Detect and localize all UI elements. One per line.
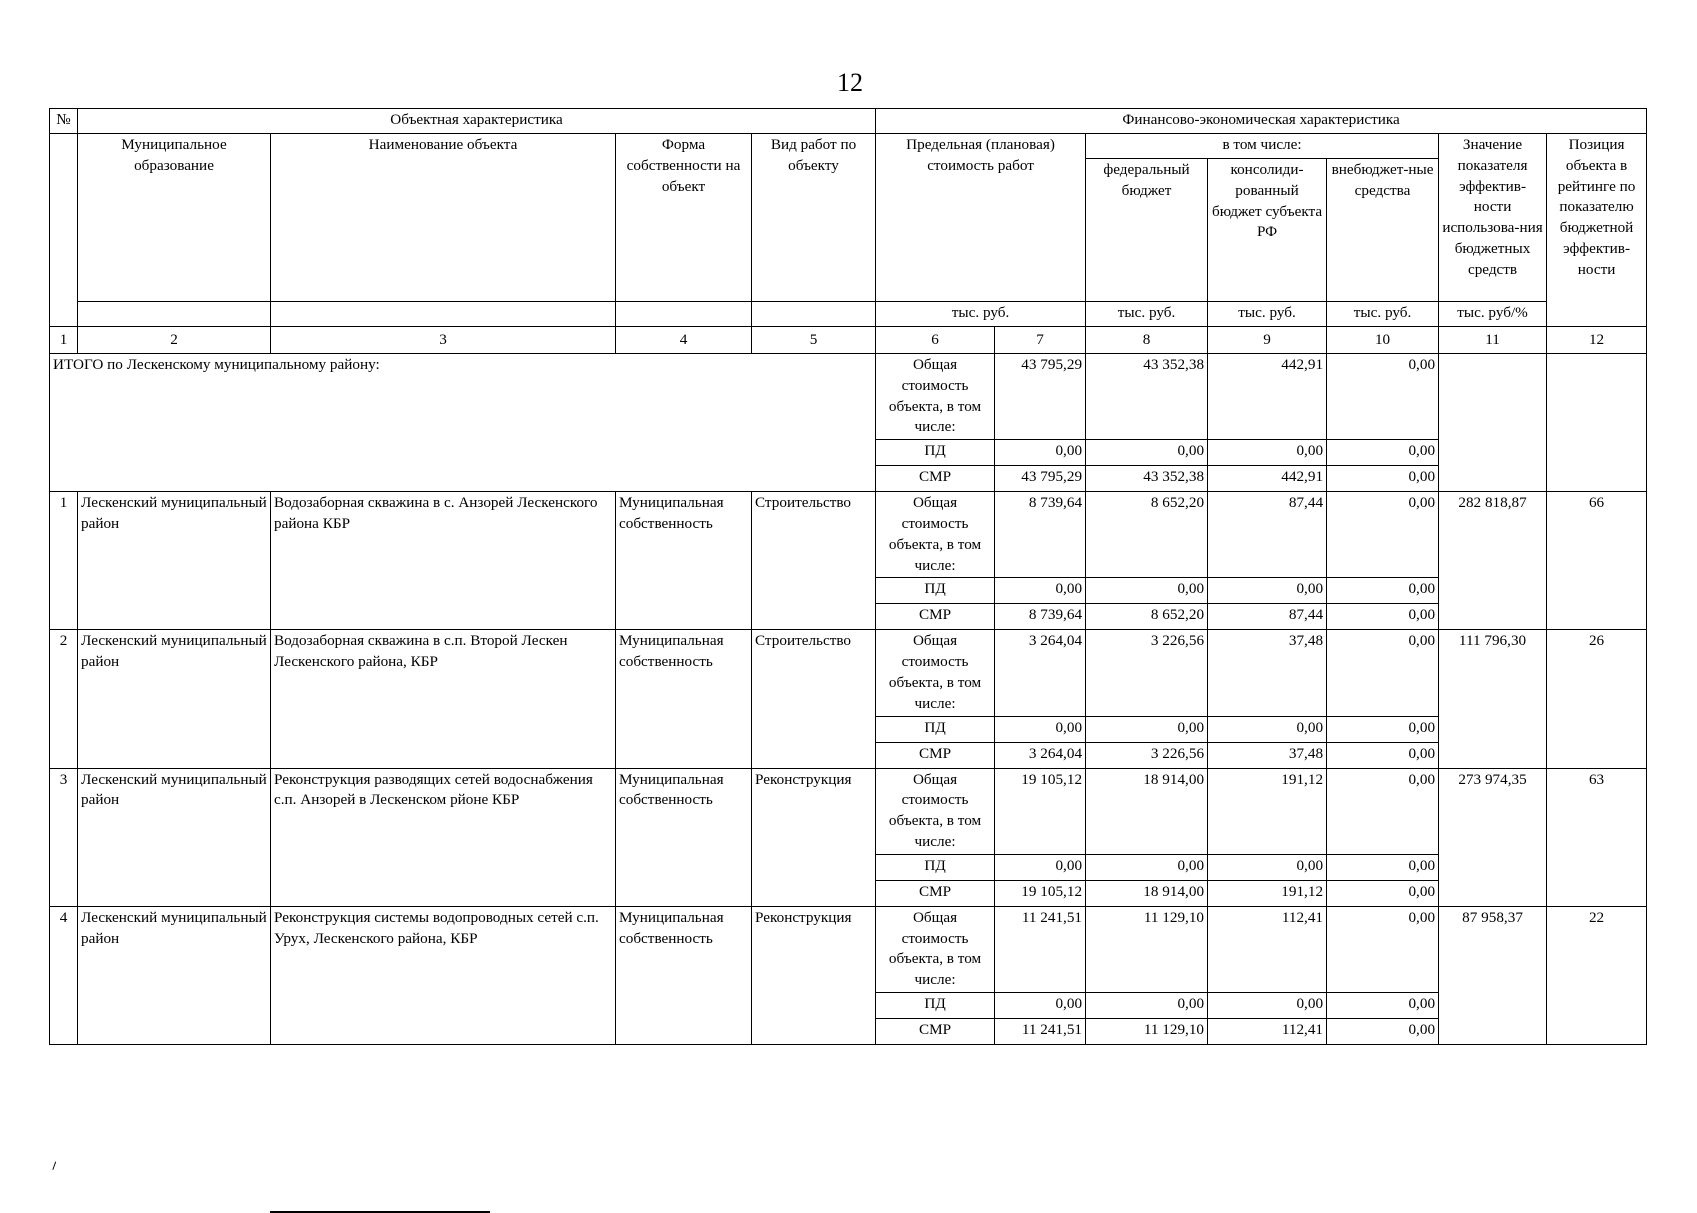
object-work-type: Реконструкция (752, 906, 876, 1044)
object-rating: 26 (1547, 630, 1647, 768)
cost-type-cell: Общая стоимость объекта, в том числе: (876, 354, 995, 440)
consolidated-budget-cell: 442,91 (1208, 466, 1327, 492)
header-no: № (50, 109, 78, 134)
column-number: 4 (616, 327, 752, 354)
column-number: 1 (50, 327, 78, 354)
object-ownership: Муниципальная собственность (616, 768, 752, 906)
consolidated-budget-cell: 191,12 (1208, 880, 1327, 906)
extrabudget-cell: 0,00 (1327, 906, 1439, 992)
cost-type-cell: ПД (876, 578, 995, 604)
object-number: 3 (50, 768, 78, 906)
extrabudget-cell: 0,00 (1327, 1018, 1439, 1044)
object-efficiency: 87 958,37 (1439, 906, 1547, 1044)
total-cost-cell: 19 105,12 (995, 880, 1086, 906)
header-object-characteristics: Объектная характеристика (78, 109, 876, 134)
unit-6: тыс. руб. (876, 302, 1086, 327)
federal-budget-cell: 3 226,56 (1086, 742, 1208, 768)
federal-budget-cell: 18 914,00 (1086, 768, 1208, 854)
federal-budget-cell: 43 352,38 (1086, 354, 1208, 440)
object-name: Водозаборная скважина в с. Анзорей Лескенского района КБР (271, 492, 616, 630)
cost-type-cell: ПД (876, 992, 995, 1018)
column-number: 12 (1547, 327, 1647, 354)
extrabudget-cell: 0,00 (1327, 354, 1439, 440)
total-cost-cell: 3 264,04 (995, 742, 1086, 768)
federal-budget-cell: 0,00 (1086, 854, 1208, 880)
cost-type-cell: СМР (876, 1018, 995, 1044)
object-municipality: Лескенский муниципальный район (78, 492, 271, 630)
header-including: в том числе: (1086, 134, 1439, 159)
total-label: ИТОГО по Лескенскому муниципальному району: (50, 354, 876, 492)
object-row (50, 768, 1647, 854)
total-cost-cell: 19 105,12 (995, 768, 1086, 854)
unit-blank-5 (752, 302, 876, 327)
cost-type-cell: Общая стоимость объекта, в том числе: (876, 492, 995, 578)
object-municipality: Лескенский муниципальный район (78, 906, 271, 1044)
column-number: 6 (876, 327, 995, 354)
federal-budget-cell: 11 129,10 (1086, 1018, 1208, 1044)
investment-objects-table (49, 108, 1647, 1045)
object-rating: 22 (1547, 906, 1647, 1044)
cost-type-cell: ПД (876, 854, 995, 880)
object-work-type: Строительство (752, 492, 876, 630)
consolidated-budget-cell: 87,44 (1208, 492, 1327, 578)
column-number: 9 (1208, 327, 1327, 354)
consolidated-budget-cell: 0,00 (1208, 440, 1327, 466)
consolidated-budget-cell: 191,12 (1208, 768, 1327, 854)
federal-budget-cell: 43 352,38 (1086, 466, 1208, 492)
cost-type-cell: СМР (876, 742, 995, 768)
total-cost-cell: 0,00 (995, 854, 1086, 880)
unit-10: тыс. руб. (1327, 302, 1439, 327)
header-work-type: Вид работ по объекту (752, 134, 876, 302)
total-efficiency-blank (1439, 354, 1547, 492)
header-municipality: Муниципальное образование (78, 134, 271, 302)
header-ownership: Форма собственности на объект (616, 134, 752, 302)
header-limit-cost: Предельная (плановая) стоимость работ (876, 134, 1086, 302)
total-cost-cell: 43 795,29 (995, 354, 1086, 440)
header-extrabudget: внебюджет-ные средства (1327, 159, 1439, 302)
cost-type-cell: Общая стоимость объекта, в том числе: (876, 768, 995, 854)
consolidated-budget-cell: 0,00 (1208, 992, 1327, 1018)
extrabudget-cell: 0,00 (1327, 716, 1439, 742)
object-row (50, 906, 1647, 992)
total-cost-cell: 0,00 (995, 440, 1086, 466)
object-name: Реконструкция разводящих сетей водоснабжения с.п. Анзорей в Лескенском рйоне КБР (271, 768, 616, 906)
page-number: 12 (837, 68, 863, 97)
header-consolidated: консолиди-рованный бюджет субъекта РФ (1208, 159, 1327, 302)
cost-type-cell: СМР (876, 880, 995, 906)
object-efficiency: 282 818,87 (1439, 492, 1547, 630)
cost-type-cell: Общая стоимость объекта, в том числе: (876, 630, 995, 716)
extrabudget-cell: 0,00 (1327, 466, 1439, 492)
total-cost-cell: 43 795,29 (995, 466, 1086, 492)
cost-type-cell: СМР (876, 466, 995, 492)
header-financial-characteristics: Финансово-экономическая характеристика (876, 109, 1647, 134)
total-rating-blank (1547, 354, 1647, 492)
federal-budget-cell: 0,00 (1086, 440, 1208, 466)
extrabudget-cell: 0,00 (1327, 440, 1439, 466)
object-efficiency: 111 796,30 (1439, 630, 1547, 768)
object-row (50, 492, 1647, 578)
column-number: 2 (78, 327, 271, 354)
federal-budget-cell: 18 914,00 (1086, 880, 1208, 906)
unit-11: тыс. руб/% (1439, 302, 1547, 327)
unit-blank-4 (616, 302, 752, 327)
total-cost-cell: 8 739,64 (995, 492, 1086, 578)
consolidated-budget-cell: 37,48 (1208, 630, 1327, 716)
federal-budget-cell: 0,00 (1086, 992, 1208, 1018)
scan-mark: ⸝ (44, 1151, 61, 1173)
object-number: 2 (50, 630, 78, 768)
column-number: 3 (271, 327, 616, 354)
header-efficiency: Значение показателя эффектив-ности использова-ния бюджетных средств (1439, 134, 1547, 302)
federal-budget-cell: 3 226,56 (1086, 630, 1208, 716)
object-name: Реконструкция системы водопроводных сетей с.п. Урух, Лескенского района, КБР (271, 906, 616, 1044)
extrabudget-cell: 0,00 (1327, 992, 1439, 1018)
total-cost-cell: 0,00 (995, 992, 1086, 1018)
total-cost-cell: 11 241,51 (995, 906, 1086, 992)
cost-type-cell: ПД (876, 440, 995, 466)
header-no-blank (50, 134, 78, 327)
object-rating: 63 (1547, 768, 1647, 906)
total-row (50, 354, 1647, 440)
unit-blank-2 (78, 302, 271, 327)
object-ownership: Муниципальная собственность (616, 630, 752, 768)
object-municipality: Лескенский муниципальный район (78, 768, 271, 906)
federal-budget-cell: 0,00 (1086, 578, 1208, 604)
column-number: 5 (752, 327, 876, 354)
header-object-name: Наименование объекта (271, 134, 616, 302)
object-ownership: Муниципальная собственность (616, 906, 752, 1044)
header-rating: Позиция объекта в рейтинге по показателю бюджетной эффектив-ности (1547, 134, 1647, 327)
object-work-type: Строительство (752, 630, 876, 768)
consolidated-budget-cell: 37,48 (1208, 742, 1327, 768)
object-name: Водозаборная скважина в с.п. Второй Лескен Лескенского района, КБР (271, 630, 616, 768)
consolidated-budget-cell: 112,41 (1208, 1018, 1327, 1044)
cost-type-cell: СМР (876, 604, 995, 630)
object-work-type: Реконструкция (752, 768, 876, 906)
column-number: 7 (995, 327, 1086, 354)
object-row (50, 630, 1647, 716)
column-number: 8 (1086, 327, 1208, 354)
extrabudget-cell: 0,00 (1327, 630, 1439, 716)
extrabudget-cell: 0,00 (1327, 604, 1439, 630)
consolidated-budget-cell: 0,00 (1208, 854, 1327, 880)
federal-budget-cell: 8 652,20 (1086, 492, 1208, 578)
consolidated-budget-cell: 442,91 (1208, 354, 1327, 440)
column-number: 10 (1327, 327, 1439, 354)
object-number: 1 (50, 492, 78, 630)
column-number: 11 (1439, 327, 1547, 354)
total-cost-cell: 11 241,51 (995, 1018, 1086, 1044)
object-rating: 66 (1547, 492, 1647, 630)
cost-type-cell: Общая стоимость объекта, в том числе: (876, 906, 995, 992)
object-municipality: Лескенский муниципальный район (78, 630, 271, 768)
extrabudget-cell: 0,00 (1327, 742, 1439, 768)
extrabudget-cell: 0,00 (1327, 492, 1439, 578)
total-cost-cell: 8 739,64 (995, 604, 1086, 630)
consolidated-budget-cell: 0,00 (1208, 716, 1327, 742)
federal-budget-cell: 0,00 (1086, 716, 1208, 742)
extrabudget-cell: 0,00 (1327, 880, 1439, 906)
object-efficiency: 273 974,35 (1439, 768, 1547, 906)
object-number: 4 (50, 906, 78, 1044)
extrabudget-cell: 0,00 (1327, 768, 1439, 854)
unit-blank-3 (271, 302, 616, 327)
consolidated-budget-cell: 112,41 (1208, 906, 1327, 992)
object-ownership: Муниципальная собственность (616, 492, 752, 630)
federal-budget-cell: 11 129,10 (1086, 906, 1208, 992)
total-cost-cell: 0,00 (995, 578, 1086, 604)
unit-9: тыс. руб. (1208, 302, 1327, 327)
unit-8: тыс. руб. (1086, 302, 1208, 327)
extrabudget-cell: 0,00 (1327, 578, 1439, 604)
federal-budget-cell: 8 652,20 (1086, 604, 1208, 630)
header-federal: федеральный бюджет (1086, 159, 1208, 302)
cost-type-cell: ПД (876, 716, 995, 742)
total-cost-cell: 3 264,04 (995, 630, 1086, 716)
total-cost-cell: 0,00 (995, 716, 1086, 742)
consolidated-budget-cell: 87,44 (1208, 604, 1327, 630)
extrabudget-cell: 0,00 (1327, 854, 1439, 880)
consolidated-budget-cell: 0,00 (1208, 578, 1327, 604)
